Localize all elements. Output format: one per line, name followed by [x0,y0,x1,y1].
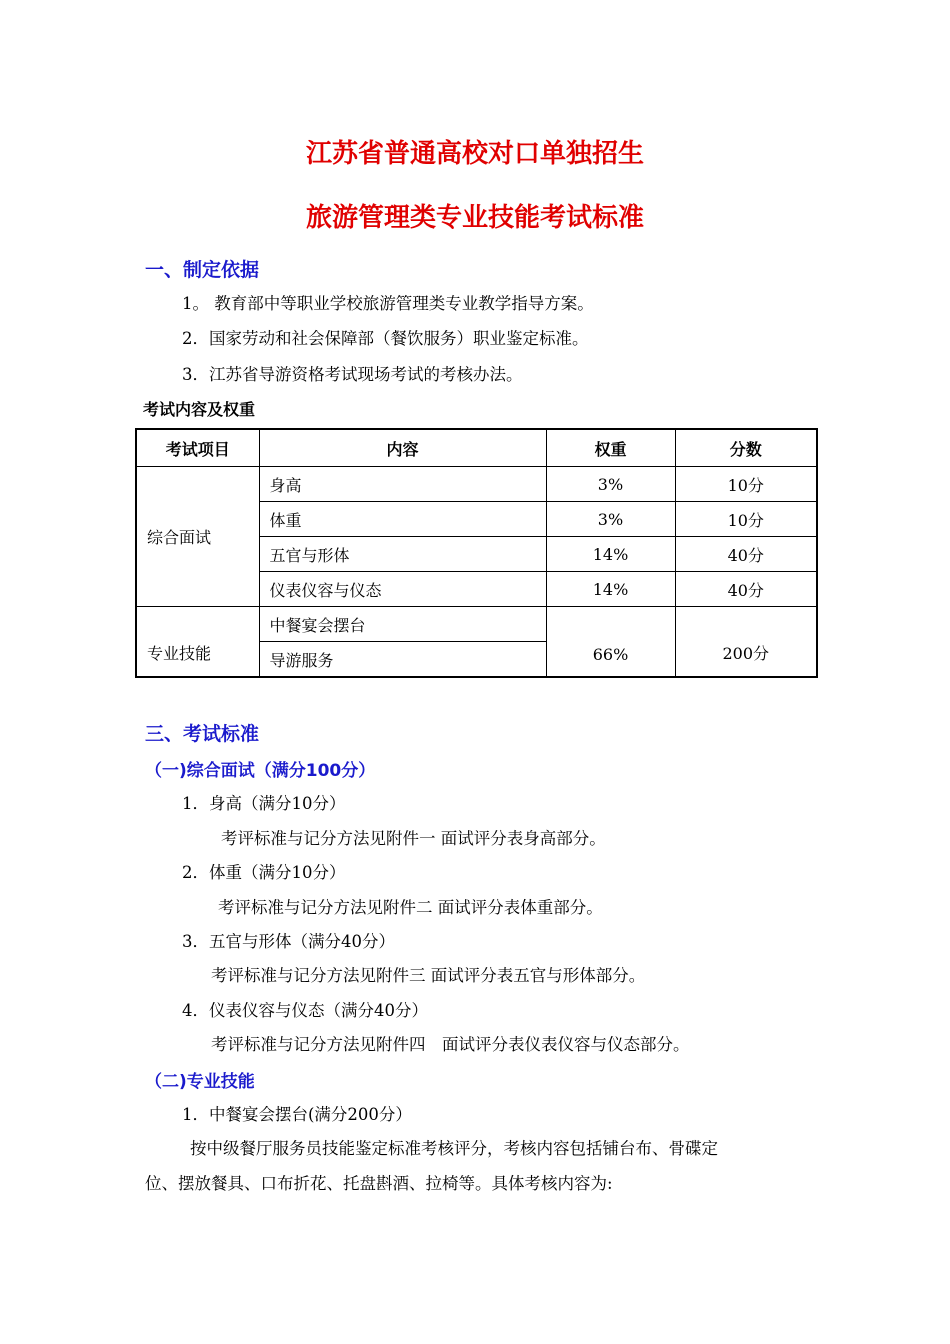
row-score: 10分 [675,467,817,502]
row-weight: 14% [546,572,675,607]
table-row [136,607,817,642]
group-skills-weight: 66% [546,607,675,678]
sub2-paragraph-line1: 按中级餐厅服务员技能鉴定标准考核评分，考核内容包括铺台布、骨碟定 [190,1139,718,1158]
header-content: 内容 [259,429,546,467]
row-weight: 14% [546,537,675,572]
group-skills: 专业技能 [136,607,259,678]
sub1-item-3-desc: 考评标准与记分方法见附件三 面试评分表五官与形体部分。 [211,966,646,985]
group-skills-score: 200分 [675,607,817,678]
header-weight: 权重 [546,429,675,467]
row-weight: 3% [546,467,675,502]
sub1-item-2-title: 2．体重（满分10分） [182,863,346,882]
row-content: 体重 [259,502,546,537]
row-score: 10分 [675,502,817,537]
table-row [136,467,817,502]
section1-item-3: 3．江苏省导游资格考试现场考试的考核办法。 [182,365,523,384]
header-score: 分数 [675,429,817,467]
sub1-item-2-desc: 考评标准与记分方法见附件二 面试评分表体重部分。 [218,898,603,917]
sub1-item-4-title: 4．仪表仪容与仪态（满分40分） [182,1001,428,1020]
sub1-heading: （一)综合面试（满分100分） [145,761,376,781]
weights-table [135,428,818,678]
group-interview: 综合面试 [136,467,259,607]
section1-item-1: 1。 教育部中等职业学校旅游管理类专业教学指导方案。 [182,294,594,313]
header-exam-item: 考试项目 [136,429,259,467]
section1-heading: 一、制定依据 [145,259,260,281]
sub2-paragraph-line2: 位、摆放餐具、口布折花、托盘斟酒、拉椅等。具体考核内容为: [145,1174,613,1193]
table-header-row [136,429,817,467]
sub2-item-1-title: 1．中餐宴会摆台(满分200分） [182,1105,412,1124]
row-content: 导游服务 [259,642,546,678]
row-content: 身高 [259,467,546,502]
section3-heading: 三、考试标准 [145,723,260,745]
sub2-heading: （二)专业技能 [145,1072,255,1092]
row-score: 40分 [675,537,817,572]
sub1-item-1-desc: 考评标准与记分方法见附件一 面试评分表身高部分。 [221,829,606,848]
document-title-line1: 江苏省普通高校对口单独招生 [305,139,644,169]
row-content: 仪表仪容与仪态 [259,572,546,607]
row-content: 中餐宴会摆台 [259,607,546,642]
document-title-line2: 旅游管理类专业技能考试标准 [305,203,644,233]
sub1-item-1-title: 1．身高（满分10分） [182,794,346,813]
section1-item-2: 2．国家劳动和社会保障部（餐饮服务）职业鉴定标准。 [182,329,589,348]
weights-caption: 考试内容及权重 [143,400,256,419]
sub1-item-3-title: 3．五官与形体（满分40分） [182,932,395,951]
sub1-item-4-desc: 考评标准与记分方法见附件四 面试评分表仪表仪容与仪态部分。 [211,1035,690,1054]
row-score: 40分 [675,572,817,607]
row-weight: 3% [546,502,675,537]
row-content: 五官与形体 [259,537,546,572]
